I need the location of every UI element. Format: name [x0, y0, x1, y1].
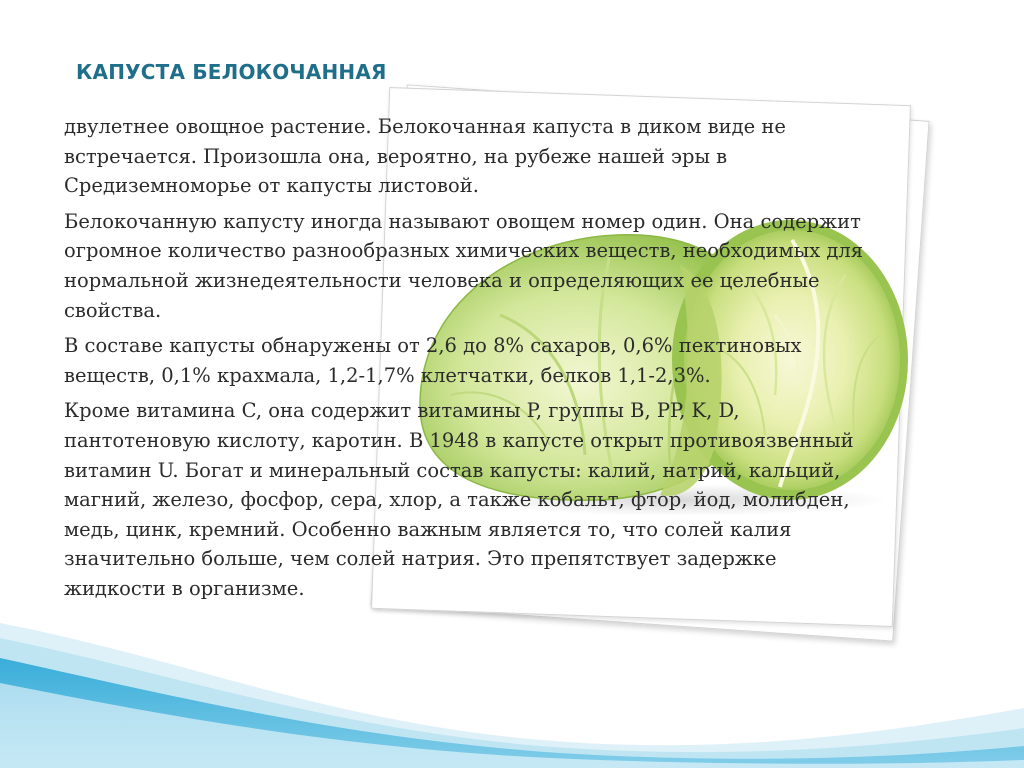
body-text [64, 112, 864, 610]
paragraph-composition: В составе капусты обнаружены от 2,6 до 8% сахаров, 0,6% пектиновых веществ, 0,1% крахмала, 1,2-1,7% клетчатки, белков 1,1-2,3%. [64, 334, 802, 387]
page-title: КАПУСТА БЕЛОКОЧАННАЯ [76, 60, 387, 84]
paragraph-vitamins-minerals: Кроме витамина C, она содержит витамины P, группы B, PP, K, D, пантотеновую кислоту, каротин. В 1948 в капусте открыт противоязвенный витамин U. Богат и минеральный состав капусты: калий, натрий, кальций, магний, железо, фосфор, сера, хлор, а также кобальт, фтор, йод, молибден, медь, цинк, кремний. Особенно важным является то, что солей калия значительно больше, чем солей натрия. Это препятствует задержке жидкости в организме. [64, 399, 854, 600]
wave-decoration [0, 588, 1024, 768]
paragraph-origin: двулетнее овощное растение. Белокочанная капуста в диком виде не встречается. Произошла она, вероятно, на рубеже нашей эры в Средиземноморье от капусты листовой. [64, 115, 786, 198]
paragraph-importance: Белокочанную капусту иногда называют овощем номер один. Она содержит огромное количество разнообразных химических веществ, необходимых для нормальной жизнедеятельности человека и определяющих ее целебные свойства. [64, 209, 864, 322]
